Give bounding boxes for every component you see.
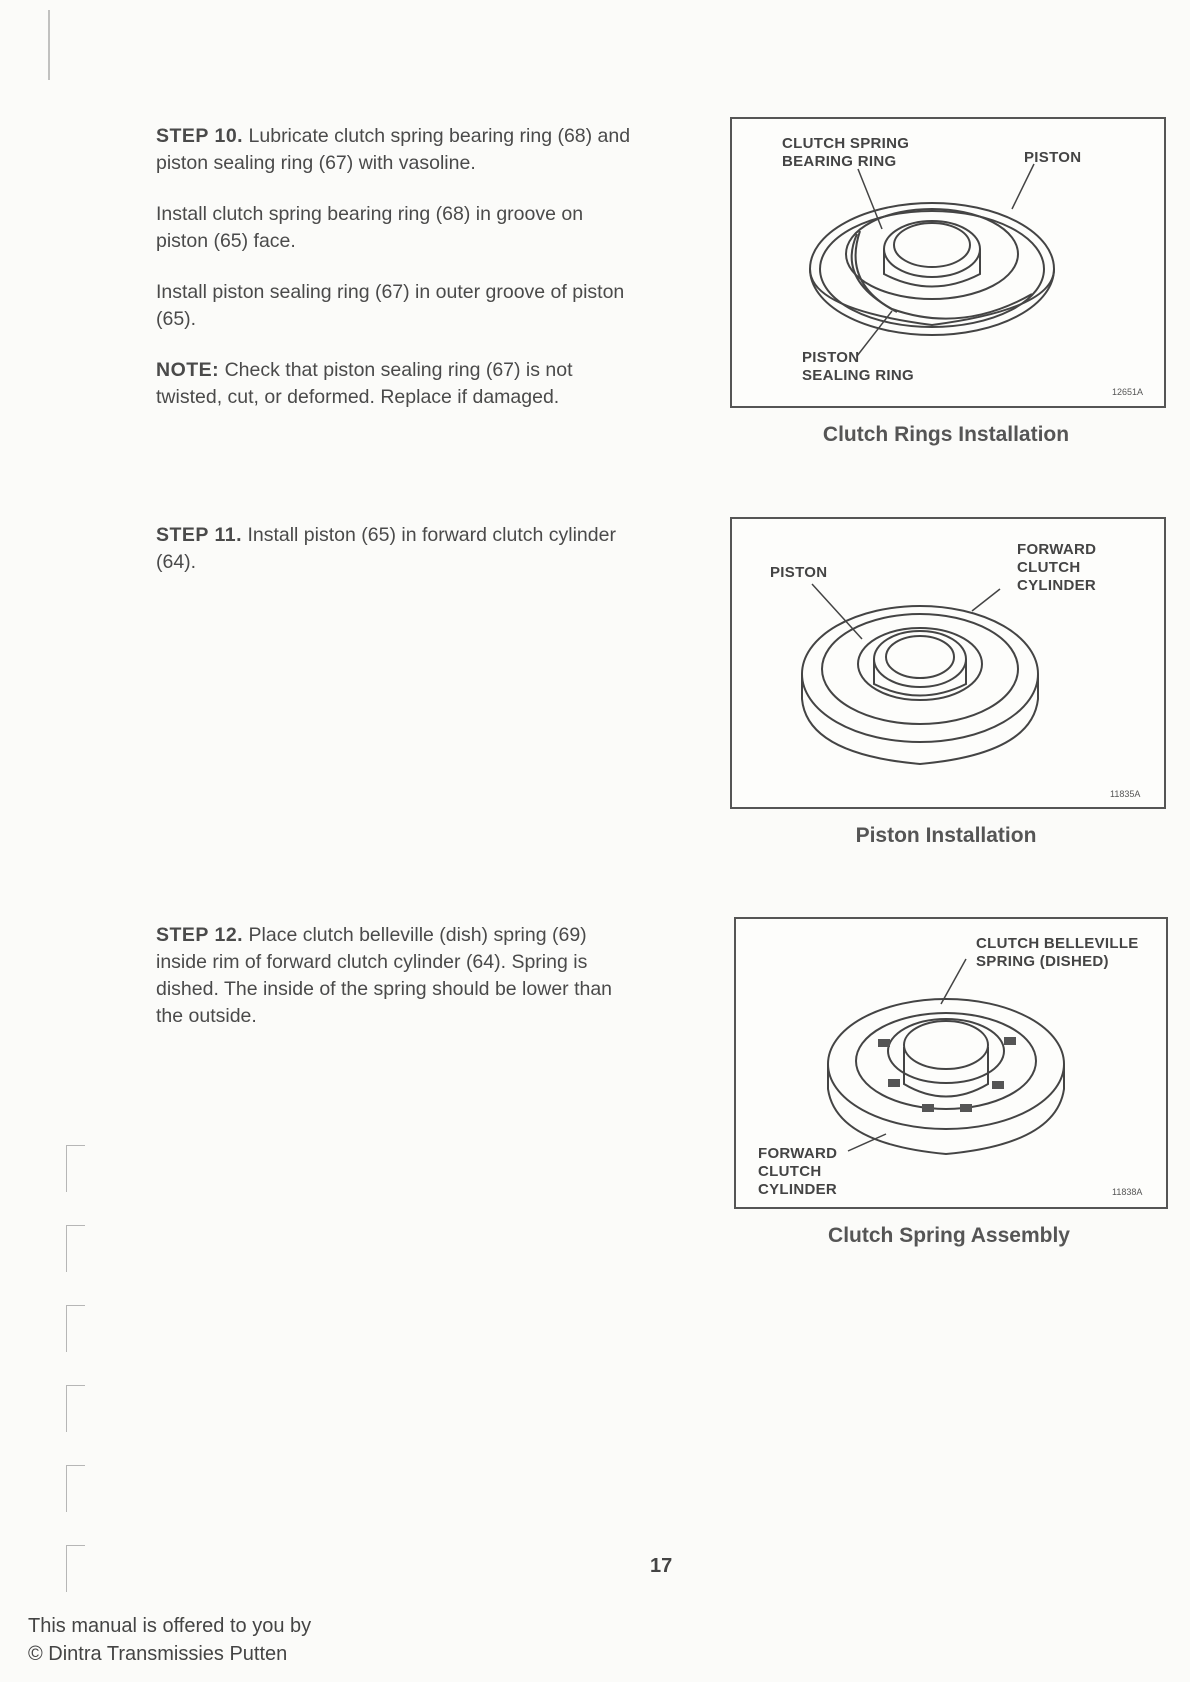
step-10-lead: STEP 10. xyxy=(156,125,244,147)
step-12-text: Place clutch belleville (dish) spring (69) inside rim of forward clutch cylinder (64). Spring is dished. The inside of the spring should be lower than the outside. xyxy=(156,924,613,1027)
figure-clutch-rings xyxy=(730,117,1166,408)
step-11-lead: STEP 11. xyxy=(156,524,243,546)
note-text: Check that piston sealing ring (67) is not twisted, cut, or deformed. Replace if damaged. xyxy=(156,359,573,408)
step-10-text: Lubricate clutch spring bearing ring (68) and piston sealing ring (67) with vasoline. xyxy=(156,125,631,174)
step-10-note xyxy=(156,357,636,411)
step-10-install-bearing-ring: Install clutch spring bearing ring (68) in groove on piston (65) face. xyxy=(156,203,584,252)
label-piston: PISTON xyxy=(770,564,828,581)
label-forward-clutch-cylinder: FORWARD CLUTCH CYLINDER xyxy=(758,1145,838,1198)
label-clutch-belleville-spring: CLUTCH BELLEVILLE SPRING (DISHED) xyxy=(976,935,1139,970)
binding-mark xyxy=(66,1225,85,1272)
binding-mark xyxy=(66,1545,85,1592)
step-12-block xyxy=(156,922,636,1054)
footer-line-1: This manual is offered to you by xyxy=(28,1615,312,1637)
binding-mark xyxy=(66,1305,85,1352)
step-11-block xyxy=(156,522,636,600)
scan-edge-mark xyxy=(48,10,50,80)
label-forward-clutch-cylinder: FORWARD CLUTCH CYLINDER xyxy=(1017,541,1097,594)
step-11-text: Install piston (65) in forward clutch cylinder (64). xyxy=(156,524,616,573)
binding-mark xyxy=(66,1385,85,1432)
figure-code: 11835A xyxy=(1110,789,1141,799)
binding-mark xyxy=(66,1145,85,1192)
figure-code: 11838A xyxy=(1112,1187,1143,1197)
step-10-paragraph xyxy=(156,123,636,177)
piston-installation-drawing xyxy=(732,519,1164,807)
figure-clutch-spring xyxy=(734,917,1168,1209)
figure-piston-installation xyxy=(730,517,1166,809)
label-clutch-spring-bearing-ring: CLUTCH SPRING BEARING RING xyxy=(782,135,910,170)
step-10-install-sealing-ring: Install piston sealing ring (67) in outer groove of piston (65). xyxy=(156,281,625,330)
caption-piston-installation: Piston Installation xyxy=(855,824,1037,847)
label-piston: PISTON xyxy=(1024,149,1082,166)
binding-mark xyxy=(66,1465,85,1512)
step-10-block xyxy=(156,123,636,435)
caption-clutch-spring: Clutch Spring Assembly xyxy=(828,1224,1070,1247)
label-piston-sealing-ring: PISTON SEALING RING xyxy=(802,349,914,384)
page-number: 17 xyxy=(650,1555,673,1577)
note-lead: NOTE: xyxy=(156,359,220,381)
figure-code: 12651A xyxy=(1112,387,1144,397)
footer-line-2: © Dintra Transmissies Putten xyxy=(28,1643,288,1665)
footer-attribution xyxy=(28,1612,311,1668)
caption-clutch-rings: Clutch Rings Installation xyxy=(822,423,1070,446)
step-12-lead: STEP 12. xyxy=(156,924,244,946)
